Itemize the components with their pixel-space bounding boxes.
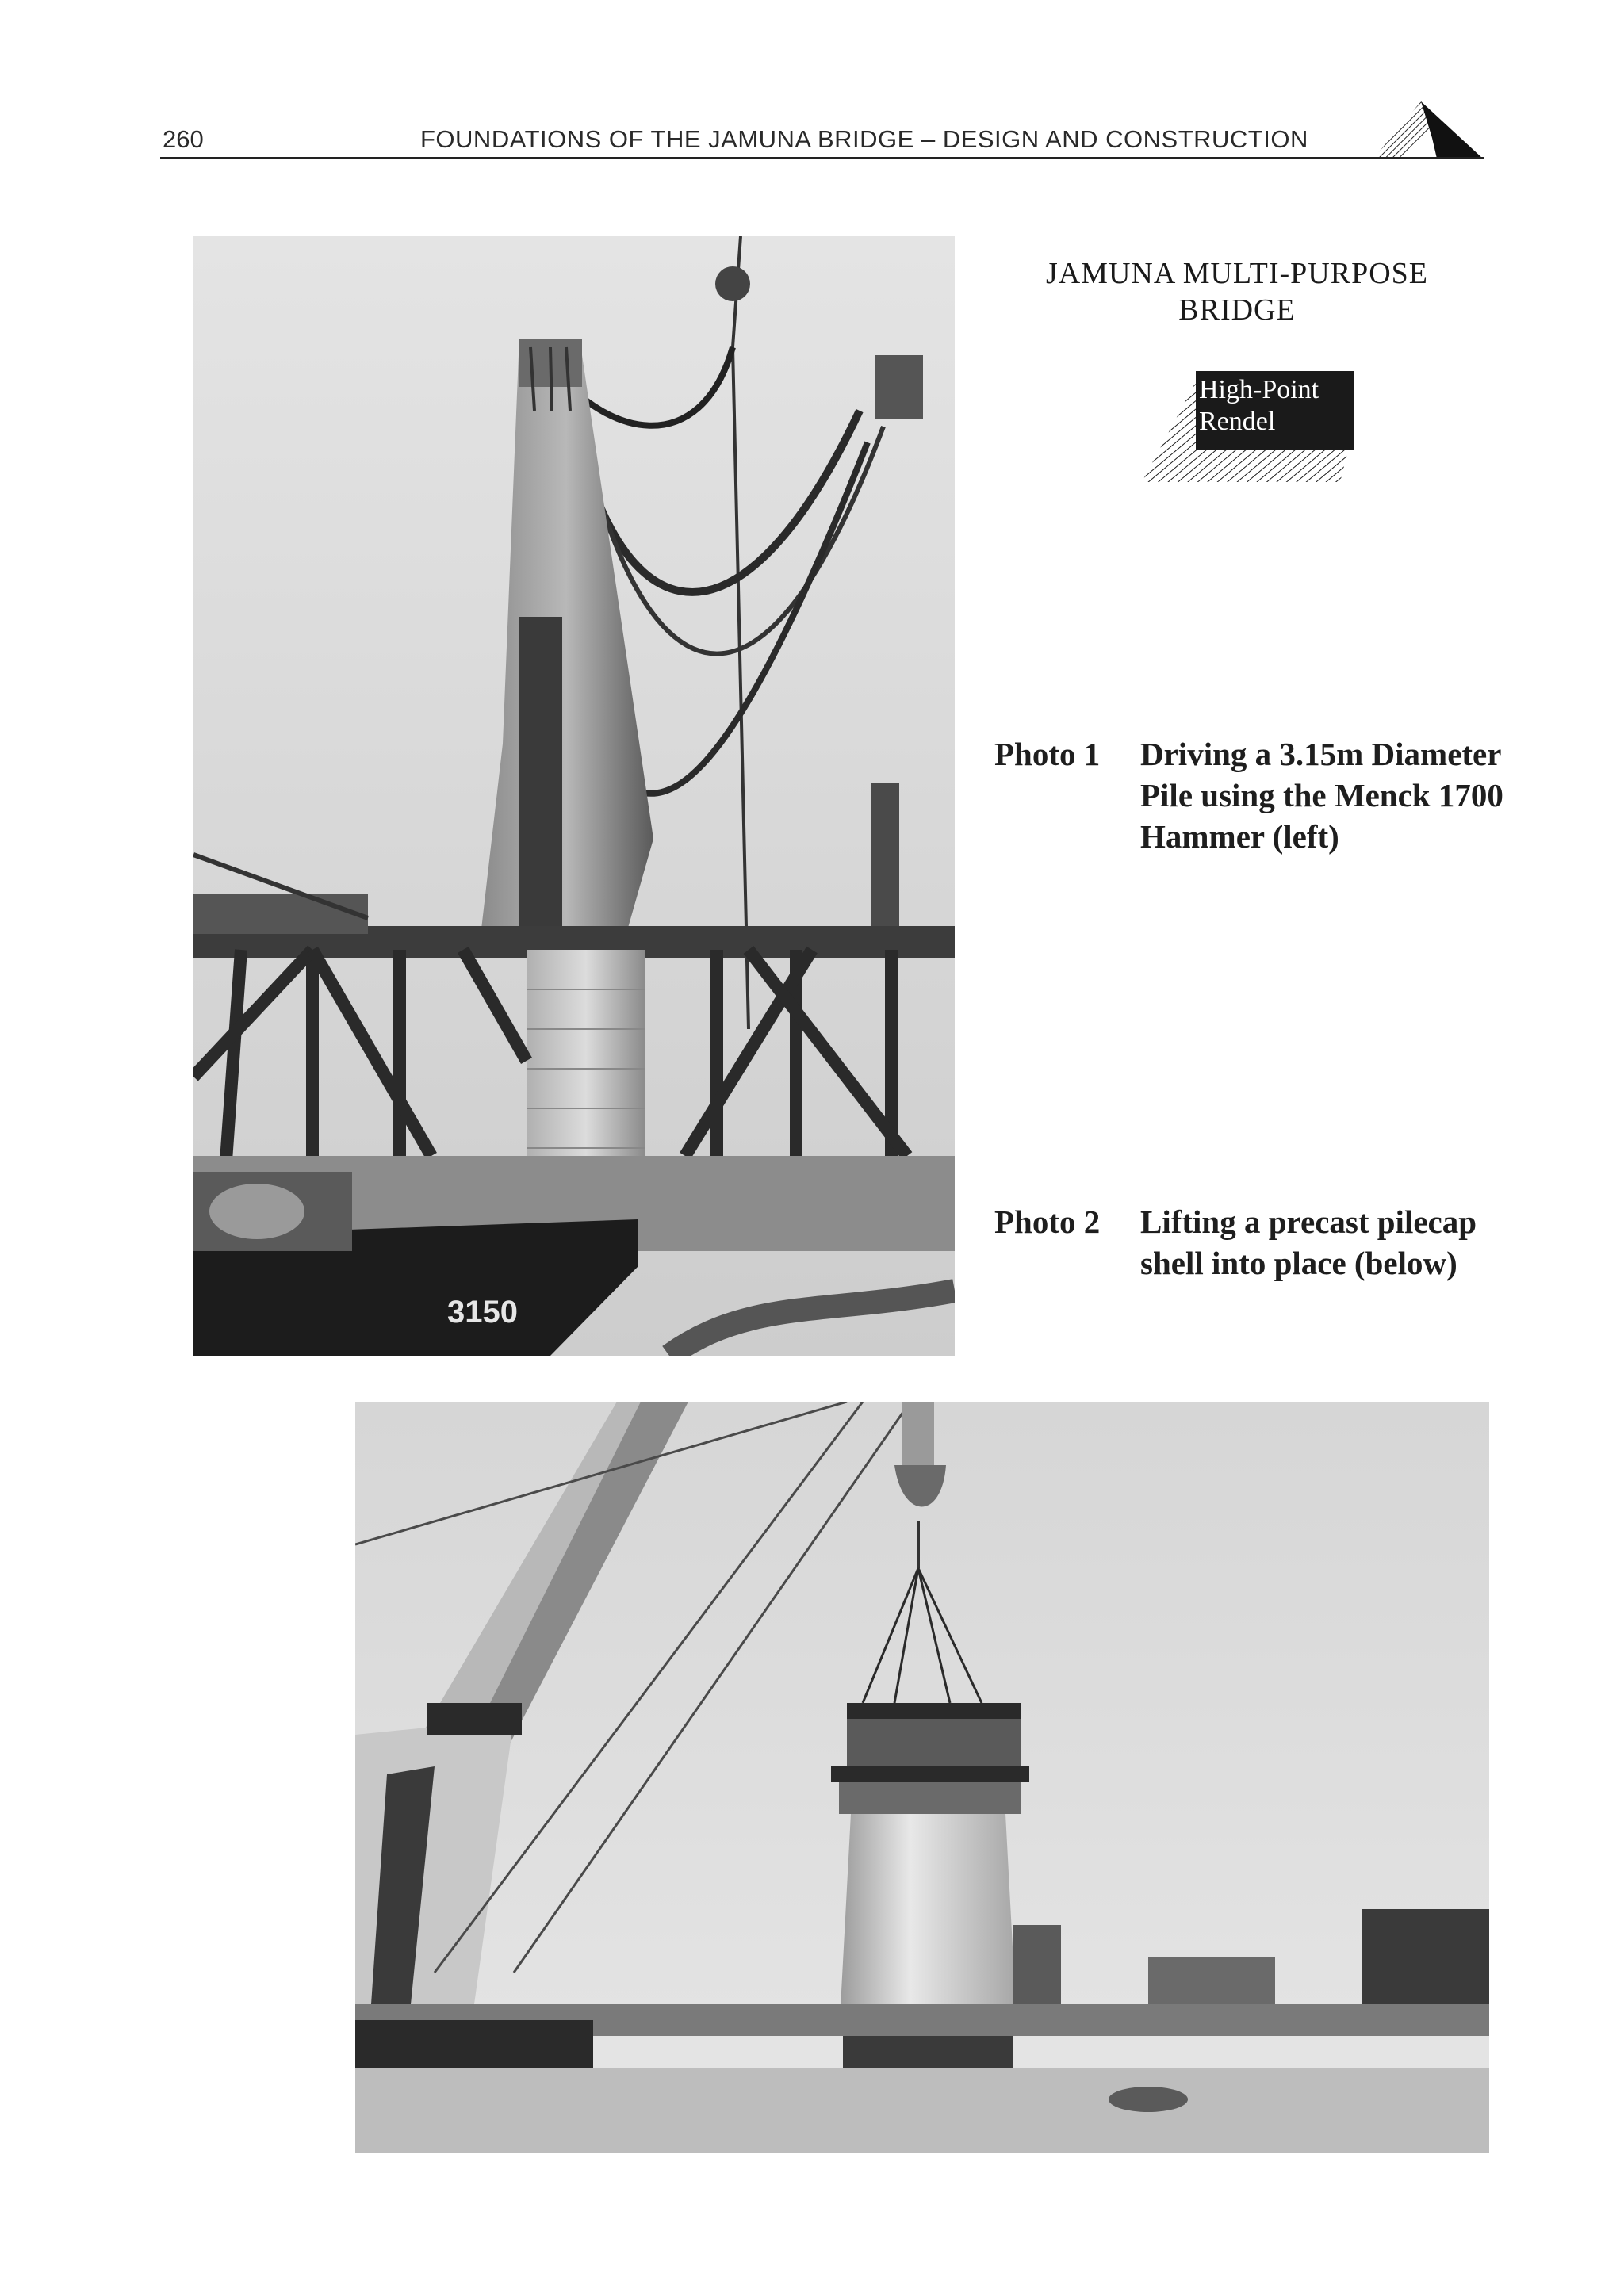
photo-1 — [193, 236, 955, 1356]
caption-2-label: Photo 2 — [994, 1203, 1101, 1240]
firm-logo-text — [1199, 374, 1350, 438]
pile-driving-photo — [193, 236, 955, 1356]
triangle-hatched-logo-icon — [1365, 97, 1484, 160]
photo-2 — [355, 1402, 1489, 2153]
project-title: JAMUNA MULTI-PURPOSE BRIDGE — [1045, 257, 1429, 327]
caption-1-label: Photo 1 — [994, 736, 1101, 772]
firm-logo-line2: Rendel — [1199, 407, 1276, 436]
caption-1-text: Driving a 3.15m Diameter Pile using the Menck 1700 Hammer (left) — [1140, 736, 1503, 855]
header-rule — [160, 157, 1484, 159]
firm-logo-line1: High-Point — [1199, 375, 1320, 404]
pilecap-lifting-photo — [355, 1402, 1489, 2153]
caption-2-text: Lifting a precast pilecap shell into place (below) — [1140, 1203, 1477, 1281]
running-head: FOUNDATIONS OF THE JAMUNA BRIDGE – DESIGN AND CONSTRUCTION — [420, 125, 1308, 153]
barge-number: 3150 — [447, 1295, 518, 1330]
page-number: 260 — [163, 125, 204, 153]
